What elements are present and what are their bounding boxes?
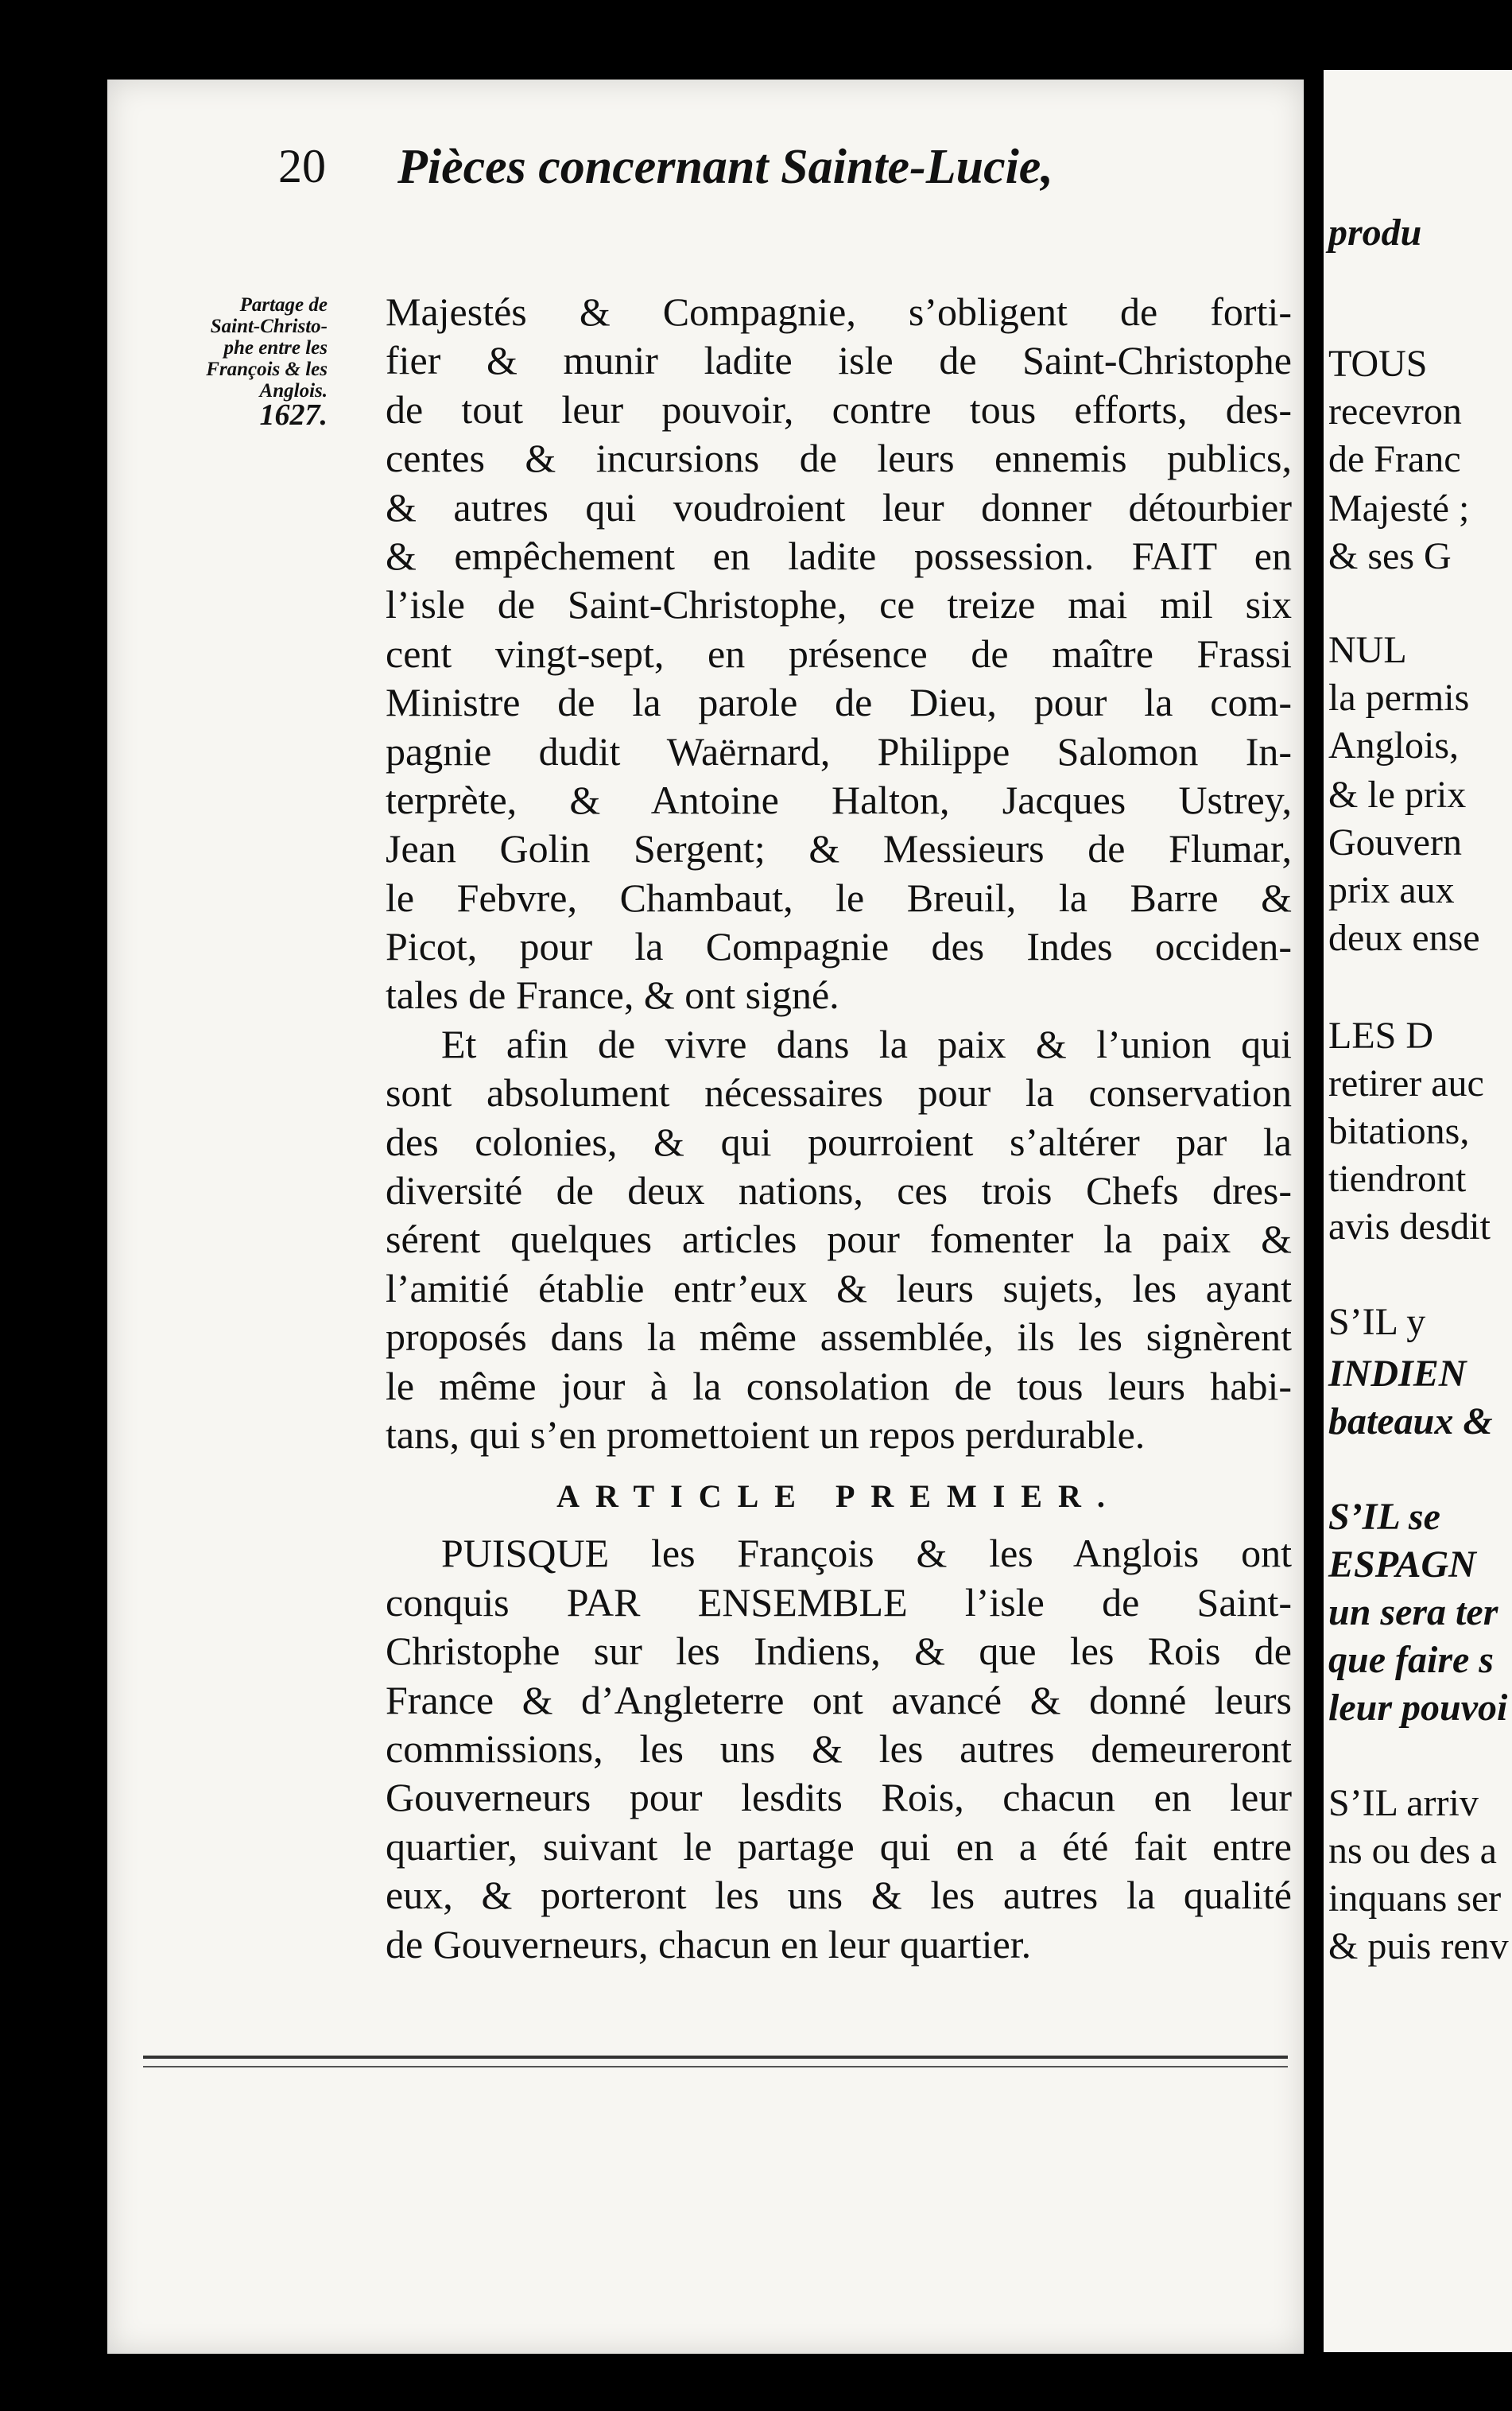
text-line: de tout leur pouvoir, contre tous efforts, des- <box>386 386 1292 432</box>
text-line: terprète, & Antoine Halton, Jacques Ustrey, <box>386 777 1292 822</box>
facing-page-line: S’IL y <box>1328 1301 1426 1343</box>
text-line: Picot, pour la Compagnie des Indes occiden- <box>386 924 1292 969</box>
facing-page-line: prix aux <box>1328 869 1455 911</box>
facing-page-line: bitations, <box>1328 1110 1470 1152</box>
text-line: de Gouverneurs, chacun en leur quartier. <box>386 1921 1032 1966</box>
facing-page-line: tiendront <box>1328 1158 1467 1200</box>
text-line: Majestés & Compagnie, s’obligent de forti- <box>386 289 1292 334</box>
text-line: France & d’Angleterre ont avancé & donné leurs <box>386 1677 1292 1722</box>
facing-page-line: S’IL arriv <box>1328 1782 1479 1824</box>
facing-page-line: ESPAGN <box>1328 1543 1476 1586</box>
facing-page-line: LES D <box>1328 1015 1433 1057</box>
text-line: cent vingt-sept, en présence de maître Frassi <box>386 631 1292 676</box>
text-line: Ministre de la parole de Dieu, pour la com- <box>386 680 1292 725</box>
facing-page-line: TOUS <box>1328 343 1428 385</box>
article-1 <box>386 1529 1292 1969</box>
text-line: le Febvre, Chambaut, le Breuil, la Barre & <box>386 875 1292 920</box>
book-page-right-fragment <box>1324 70 1512 2352</box>
text-line: tales de France, & ont signé. <box>386 973 839 1018</box>
facing-page-line: retirer auc <box>1328 1062 1484 1105</box>
text-line: l’isle de Saint-Christophe, ce treize mai mil six <box>386 582 1292 627</box>
facing-page-line: la permis <box>1328 677 1470 719</box>
text-line: centes & incursions de leurs ennemis publics, <box>386 436 1292 481</box>
text-line: Et afin de vivre dans la paix & l’union qui <box>441 1021 1292 1066</box>
margin-note <box>145 294 328 432</box>
text-line: des colonies, & qui pourroient s’altérer par la <box>386 1119 1292 1164</box>
facing-page-line: Majesté ; <box>1328 487 1470 530</box>
text-line: pagnie dudit Waërnard, Philippe Salomon In- <box>386 728 1292 774</box>
paragraph-1 <box>386 288 1292 1020</box>
paragraph-2 <box>386 1020 1292 1460</box>
facing-page-line: produ <box>1328 212 1422 254</box>
text-line: fier & munir ladite isle de Saint-Christophe <box>386 338 1292 383</box>
facing-page-line: leur pouvoi <box>1328 1687 1508 1729</box>
running-title: Pièces concernant Sainte-Lucie, <box>397 140 1053 194</box>
facing-page-line: deux ense <box>1328 917 1480 959</box>
facing-page-line: bateaux & <box>1328 1400 1493 1442</box>
facing-page-line: NUL <box>1328 629 1407 671</box>
facing-page-line: ns ou des a <box>1328 1830 1497 1872</box>
page-number: 20 <box>278 140 326 192</box>
facing-page-line: Anglois, <box>1328 724 1460 767</box>
margin-note-line: François & les <box>206 359 328 380</box>
text-line: sérent quelques articles pour fomenter la paix & <box>386 1217 1292 1262</box>
text-line: sont absolument nécessaires pour la conservation <box>386 1070 1292 1116</box>
margin-note-line: phe entre les <box>223 337 328 359</box>
text-line: Christophe sur les Indiens, & que les Rois de <box>386 1629 1292 1674</box>
margin-note-line: Saint-Christo- <box>210 316 328 337</box>
body-text <box>386 288 1292 1969</box>
bottom-rule <box>143 2056 1288 2059</box>
text-line: & autres qui voudroient leur donner détourbier <box>386 484 1292 530</box>
text-line: diversité de deux nations, ces trois Chefs dres- <box>386 1168 1292 1213</box>
text-line: & empêchement en ladite possession. FAIT en <box>386 533 1292 578</box>
margin-note-line: Partage de <box>239 294 328 316</box>
text-line: conquis PAR ENSEMBLE l’isle de Saint- <box>386 1579 1292 1625</box>
facing-page-line: & le prix <box>1328 774 1467 816</box>
binding-gutter <box>1305 70 1323 2360</box>
facing-page-line: recevron <box>1328 390 1462 433</box>
text-line: PUISQUE les François & les Anglois ont <box>441 1531 1292 1576</box>
facing-page-line: un sera ter <box>1328 1591 1498 1633</box>
margin-note-year: 1627. <box>259 398 328 432</box>
facing-page-line: INDIEN <box>1328 1353 1467 1395</box>
text-line: le même jour à la consolation de tous leurs habi- <box>386 1363 1292 1408</box>
text-line: eux, & porteront les uns & les autres la qualité <box>386 1873 1292 1918</box>
text-line: proposés dans la même assemblée, ils les signèrent <box>386 1314 1292 1360</box>
facing-page-line: S’IL se <box>1328 1496 1440 1538</box>
facing-page-line: avis desdit <box>1328 1206 1491 1248</box>
text-line: l’amitié établie entr’eux & leurs sujets, les ayant <box>386 1265 1292 1310</box>
article-heading: ARTICLE PREMIER. <box>556 1478 1121 1515</box>
text-line: quartier, suivant le partage qui en a été fait entre <box>386 1823 1292 1869</box>
facing-page-line: inquans ser <box>1328 1877 1502 1920</box>
facing-page-line: & puis renv <box>1328 1925 1509 1967</box>
margin-note-line: Anglois. <box>259 380 328 402</box>
text-line: Jean Golin Sergent; & Messieurs de Flumar, <box>386 826 1292 872</box>
text-line: commissions, les uns & les autres demeureront <box>386 1726 1292 1771</box>
facing-page-line: que faire s <box>1328 1639 1494 1681</box>
bottom-rule-thin <box>143 2066 1288 2067</box>
facing-page-line: Gouvern <box>1328 821 1462 864</box>
facing-page-line: de Franc <box>1328 438 1461 480</box>
text-line: Gouverneurs pour lesdits Rois, chacun en leur <box>386 1775 1292 1820</box>
facing-page-line: & ses G <box>1328 535 1452 577</box>
text-line: tans, qui s’en promettoient un repos perdurable. <box>386 1411 1146 1457</box>
